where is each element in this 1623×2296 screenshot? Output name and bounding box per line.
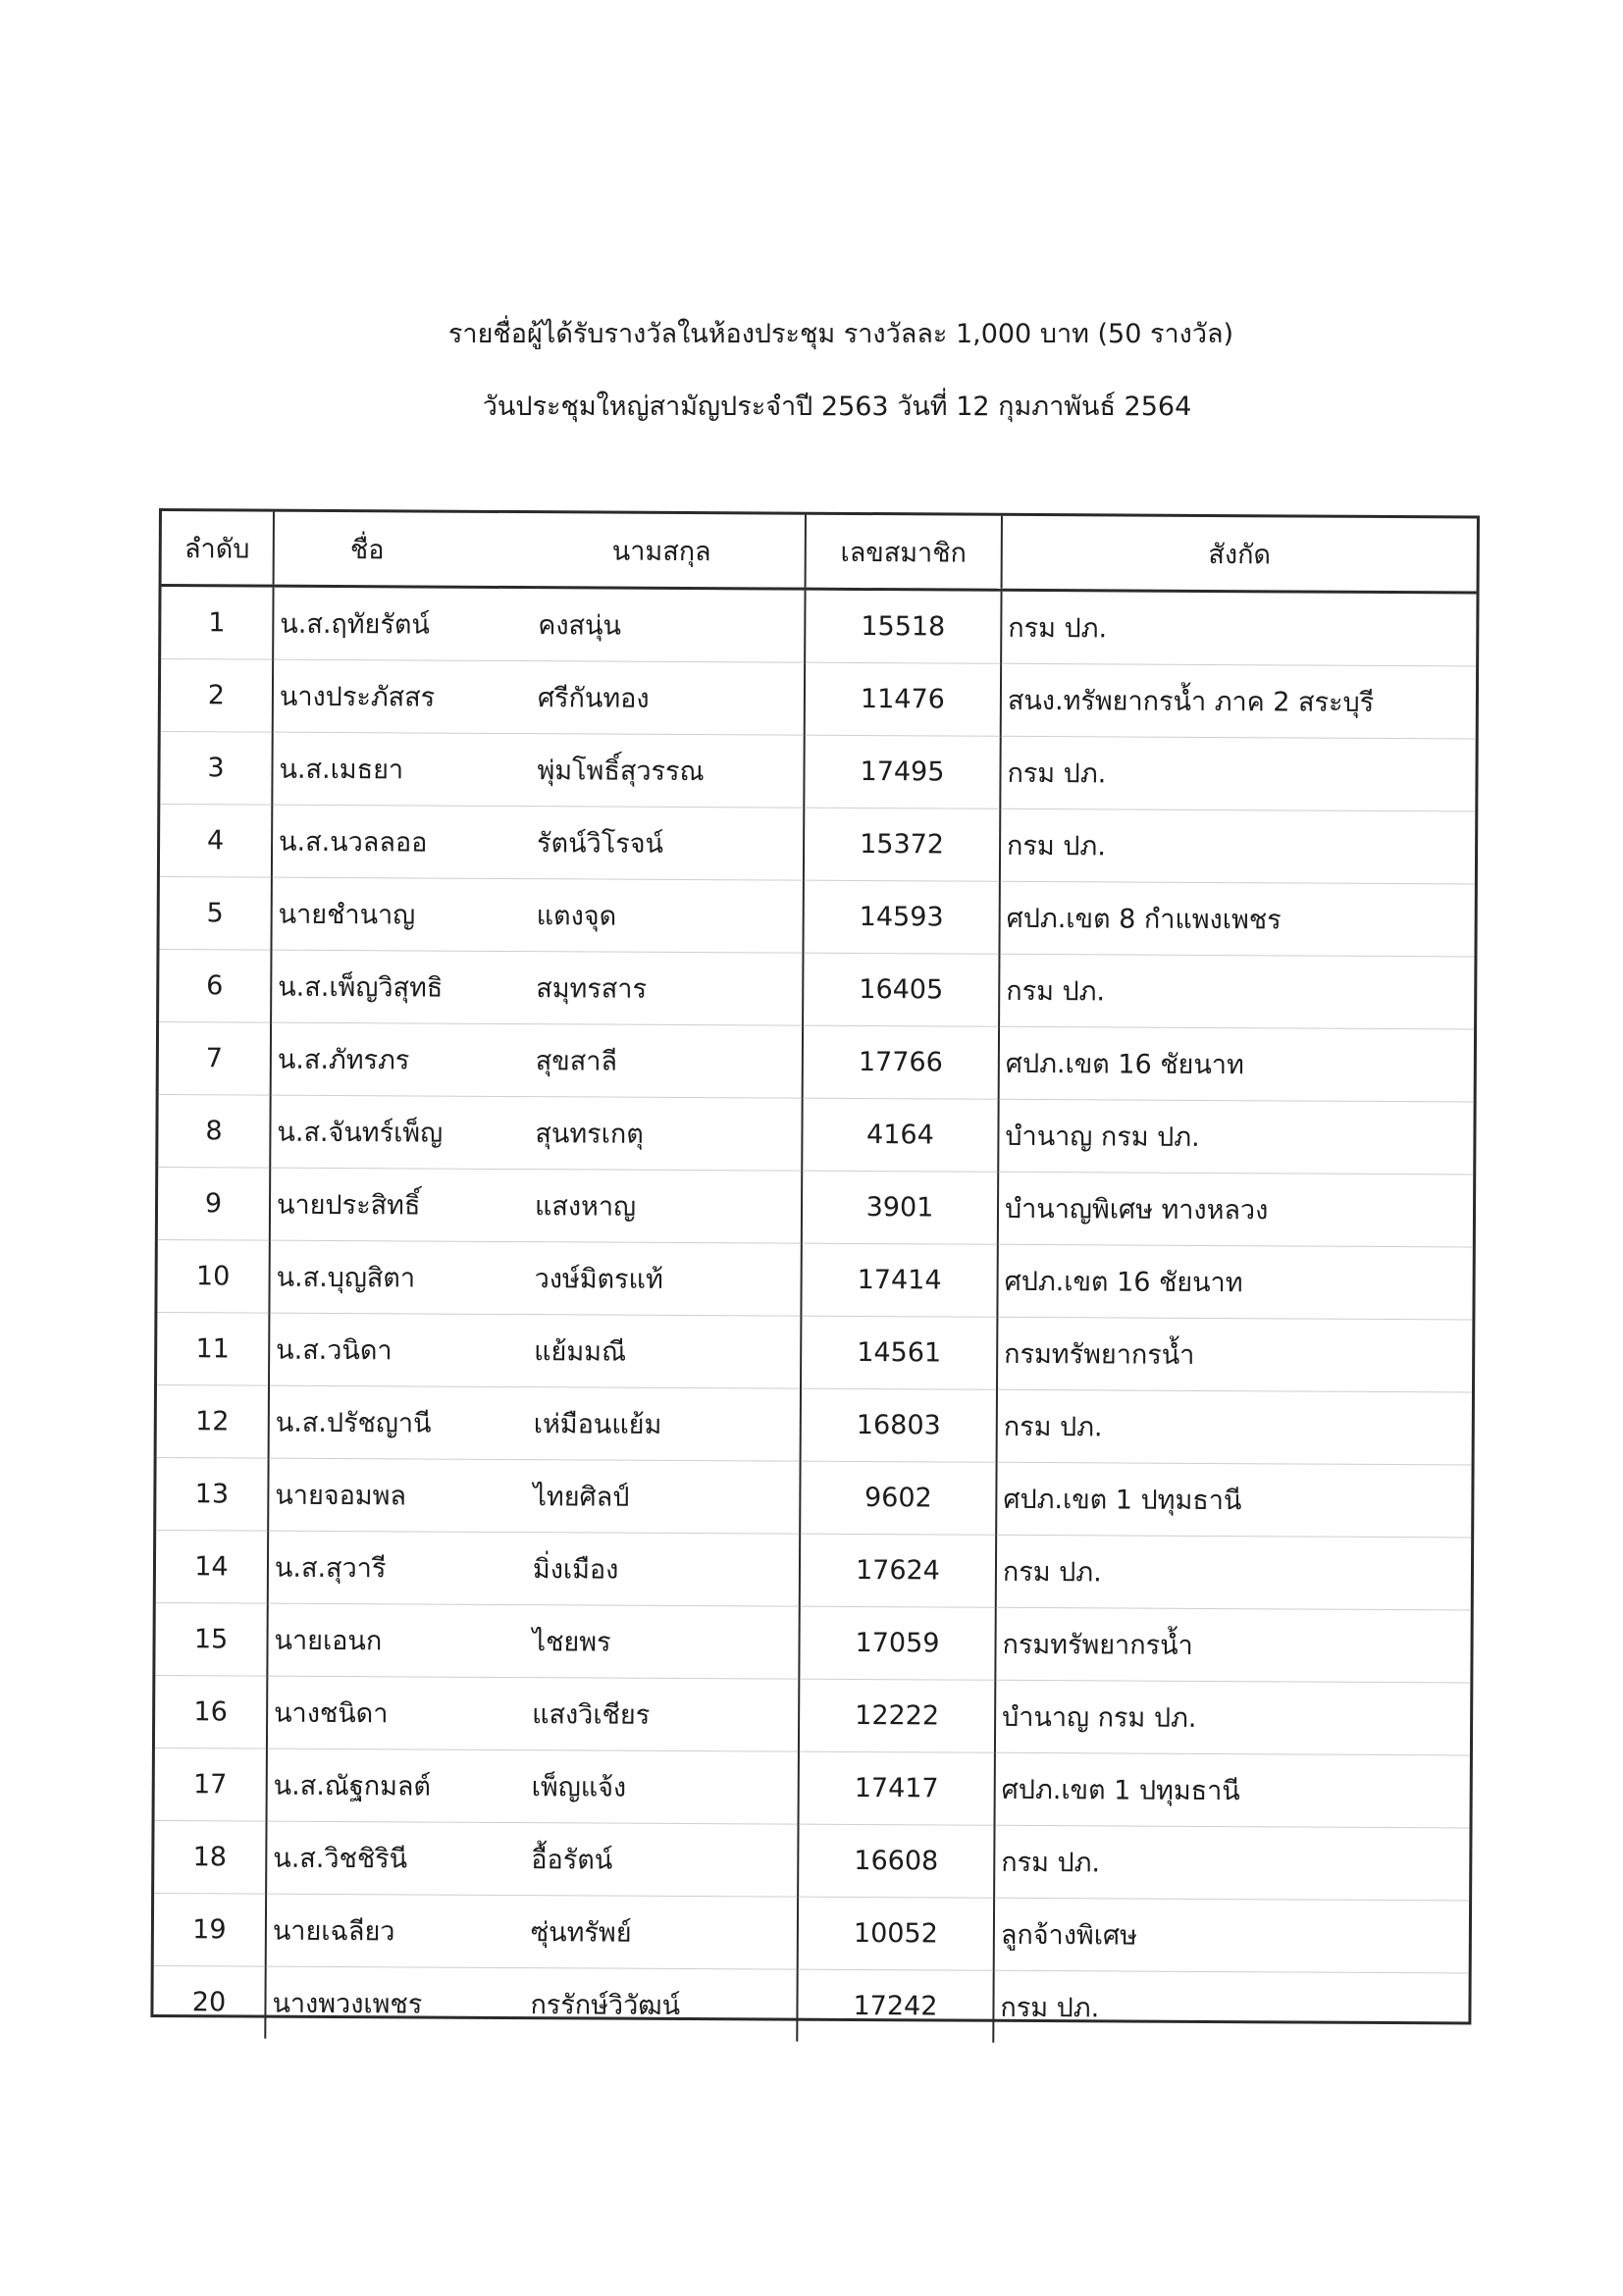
cell-last-name: อื้อรัตน์ [531,1823,798,1898]
cell-department: กรม ปภ. [994,1825,1469,1901]
cell-first-name: น.ส.ณัฐกมลต์ [267,1748,532,1823]
table-row [157,1240,1472,1320]
table-header-row [162,511,1477,593]
cell-last-name: สุขสาลี [536,1024,803,1099]
cell-department: ศปภ.เขต 1 ปทุมธานี [996,1462,1471,1538]
cell-last-name: แสงวิเชียร [532,1678,799,1752]
cell-last-name: มิ่งเมือง [533,1533,800,1607]
table-row [157,1385,1472,1465]
winners-table [150,508,1480,2024]
cell-department: กรม ปภ. [997,1389,1472,1465]
header-first-name [274,512,539,588]
cell-last-name: เห่มือนแย้ม [534,1387,801,1462]
cell-member-no: 9602 [800,1461,996,1535]
cell-first-name: นางพวงเพชร [272,1988,423,2020]
cell-department: สนง.ทรัพยากรน้ำ ภาค 2 สระบุรี [1001,663,1476,739]
document-title: รายชื่อผู้ได้รับรางวัลในห้องประชุม รางวัลละ 1,000 บาท (50 รางวัล) [447,319,1234,349]
table-row [159,1022,1474,1102]
cell-no: 6 [159,950,271,1023]
cell-department: ศปภ.เขต 1 ปทุมธานี [995,1752,1470,1828]
table-row [161,659,1476,739]
table-row [155,1748,1470,1827]
cell-first-name: น.ส.เพ็ญวิสุทธิ [271,950,536,1024]
cell-first-name: น.ส.สุวารี [268,1531,533,1605]
cell-first-name: น.ส.วิชชิรินี [266,1821,531,1896]
cell-first-name: นางประภัสสร [273,659,538,734]
table-row [154,1820,1469,1900]
cell-last-name: ไทยศิลป์ [533,1460,800,1535]
cell-member-no: 11476 [805,662,1001,736]
table-row [159,950,1474,1029]
cell-no: 1 [161,586,273,660]
table-row [158,1168,1473,1247]
header-department: สังกัด [1002,516,1477,593]
cell-member-no: 16803 [801,1388,997,1462]
cell-department: ศปภ.เขต 16 ชัยนาท [997,1244,1472,1320]
cell-member-no: 15518 [805,589,1001,663]
cell-first-name: น.ส.เมธยา [272,732,537,807]
cell-no: 15 [155,1602,267,1676]
cell-first-name: นายชำนาญ [271,877,536,952]
cell-first-name: น.ส.ฤทัยรัตน์ [273,586,538,661]
cell-no: 11 [157,1313,269,1386]
cell-no: 5 [159,877,271,951]
cell-member-no: 15372 [804,808,1000,881]
table-row [160,732,1475,811]
table-row [157,1313,1472,1392]
cell-member-no: 3901 [802,1171,998,1244]
cell-member-no: 17059 [799,1606,995,1680]
cell-no: 17 [155,1748,267,1821]
table-body [153,586,1476,2046]
cell-department: บำนาญ กรม ปภ. [998,1099,1473,1174]
table-row [154,1893,1469,1972]
cell-last-name: พุ่มโพธิ์สุวรรณ [537,734,804,809]
cell-no: 9 [158,1168,270,1241]
header-last-name [539,513,806,589]
cell-member-no: 12222 [799,1679,995,1752]
cell-last-name: สุนทรเกตุ [535,1097,802,1172]
cell-member-no: 17766 [803,1025,999,1099]
cell-first-name: น.ส.บุญสิตา [269,1240,534,1315]
cell-no: 8 [158,1095,270,1169]
table-row [161,586,1476,666]
cell-member-no: 17242 [797,1969,993,2043]
cell-first-name: นายเฉลียว [266,1894,531,1968]
cell-first-name: น.ส.ปรัชญานี [269,1385,534,1460]
cell-last-name: วงษ์มิตรแท้ [534,1242,801,1317]
cell-first-name: น.ส.ภัทรภร [271,1022,536,1097]
cell-first-name: น.ส.นวลลออ [272,805,537,879]
cell-member-no: 17495 [804,735,1000,809]
cell-member-no: 17624 [800,1534,996,1607]
cell-department: กรม ปภ. [1000,1992,1100,2024]
table-row [159,877,1474,957]
cell-first-name: นายจอมพล [268,1458,533,1533]
cell-no: 16 [155,1675,267,1748]
cell-no: 14 [156,1531,268,1604]
cell-department: ศปภ.เขต 16 ชัยนาท [999,1026,1474,1102]
cell-last-name: เพ็ญแจ้ง [532,1750,799,1825]
cell-first-name: น.ส.จันทร์เพ็ญ [270,1095,535,1170]
cell-department: บำนาญ กรม ปภ. [995,1680,1470,1755]
cell-department: กรม ปภ. [1000,736,1475,811]
cell-member-no: 16608 [798,1824,994,1898]
cell-first-name: นายประสิทธิ์ [270,1168,535,1242]
cell-department: ลูกจ้างพิเศษ [994,1898,1469,1973]
cell-member-no: 4164 [802,1098,998,1172]
cell-no: 7 [159,1022,271,1096]
table-row [156,1531,1471,1610]
cell-last-name: แตงจุด [536,879,803,954]
header-member-no: เลขสมาชิก [806,515,1002,591]
cell-department: กรม ปภ. [1000,809,1475,884]
cell-no: 4 [160,805,272,878]
header-first-name-label: ชื่อ [349,534,385,565]
table-row [160,805,1475,884]
header-last-name-label: นามสกุล [611,536,711,567]
table-row [155,1602,1470,1682]
cell-department: กรมทรัพยากรน้ำ [997,1317,1472,1392]
document-subtitle: วันประชุมใหญ่สามัญประจำปี 2563 วันที่ 12 กุมภาพันธ์ 2564 [482,391,1192,422]
table-row [155,1675,1470,1754]
cell-member-no: 17414 [801,1243,997,1317]
cell-last-name: กรรักษ์วิวัฒน์ [530,1968,797,2042]
table-row [156,1458,1471,1538]
cell-no: 20 [153,1965,265,2038]
cell-last-name: ไชยพร [532,1605,799,1680]
cell-last-name: สมุทรสาร [536,952,803,1026]
cell-first-name: น.ส.วนิดา [269,1313,534,1387]
cell-last-name: คงสนุ่น [538,588,805,663]
cell-last-name: รัตน์วิโรจน์ [537,807,804,881]
cell-first-name: นายเอนก [267,1603,532,1678]
cell-department: ศปภ.เขต 8 กำแพงเพชร [999,881,1474,957]
cell-last-name: แสงหาญ [535,1170,802,1244]
cell-member-no: 14593 [803,880,999,954]
cell-last-name: แย้มมณี [534,1315,801,1389]
table-row [158,1095,1473,1174]
cell-member-no: 14561 [801,1316,997,1389]
cell-no: 18 [154,1820,266,1894]
cell-department: กรมทรัพยากรน้ำ [995,1607,1470,1683]
cell-no: 19 [154,1893,266,1966]
cell-department: กรม ปภ. [1001,590,1476,666]
cell-member-no: 10052 [798,1897,994,1970]
cell-member-no: 16405 [803,953,999,1026]
cell-department: กรม ปภ. [996,1535,1471,1610]
cell-no: 10 [157,1240,269,1314]
cell-department: กรม ปภ. [999,954,1474,1029]
cell-first-name: นางชนิดา [267,1676,532,1750]
header-no: ลำดับ [162,511,274,586]
cell-no: 13 [156,1458,268,1532]
cell-last-name: ศรีกันทอง [538,661,805,736]
cell-no: 3 [160,732,272,806]
cell-member-no: 17417 [799,1751,995,1825]
cell-last-name: ซุ่นทรัพย์ [531,1896,798,1970]
cell-no: 2 [161,659,273,733]
cell-department: บำนาญพิเศษ ทางหลวง [998,1172,1473,1247]
cell-no: 12 [157,1385,269,1459]
table-row [153,1965,1468,2045]
